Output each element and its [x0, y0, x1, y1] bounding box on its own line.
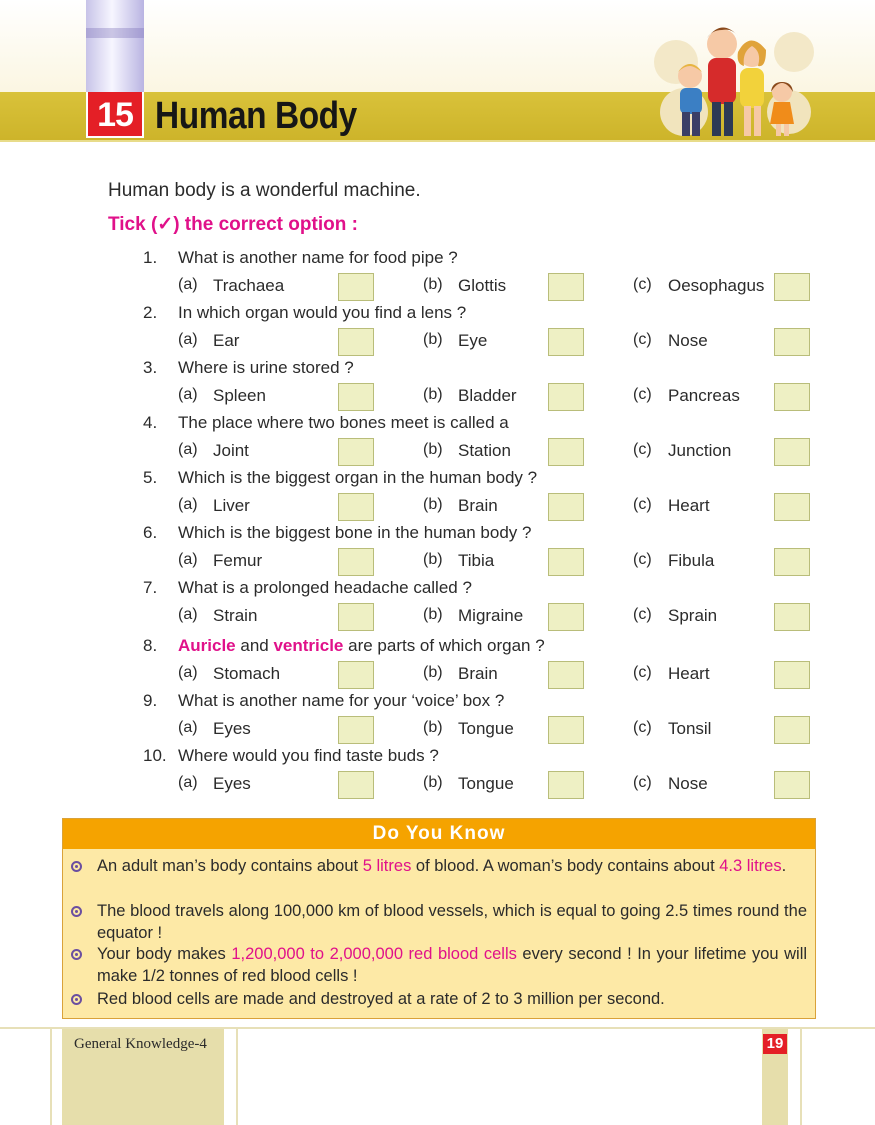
answer-checkbox[interactable] [774, 273, 810, 301]
fact-text: The blood travels along 100,000 km of blood vessels, which is equal to going 2.5 times round the equator ! [97, 902, 807, 942]
option-letter: (c) [633, 551, 652, 568]
option-label: Eye [458, 331, 488, 350]
question-number: 7. [143, 578, 158, 597]
option-letter: (b) [423, 386, 443, 403]
option-label: Migraine [458, 606, 524, 625]
option-label: Femur [213, 551, 263, 570]
question-item [0, 248, 875, 304]
option-letter: (c) [633, 606, 652, 623]
answer-checkbox[interactable] [338, 493, 374, 521]
answer-checkbox[interactable] [338, 548, 374, 576]
option-letter: (b) [423, 496, 443, 513]
question-number: 3. [143, 358, 158, 377]
option-letter: (a) [178, 606, 198, 623]
question-number: 2. [143, 303, 158, 322]
question-number: 8. [143, 636, 158, 655]
answer-checkbox[interactable] [548, 383, 584, 411]
answer-checkbox[interactable] [338, 438, 374, 466]
question-item [0, 468, 875, 524]
answer-checkbox[interactable] [338, 383, 374, 411]
answer-checkbox[interactable] [548, 328, 584, 356]
question-number: 10. [143, 746, 167, 765]
option-letter: (c) [633, 441, 652, 458]
answer-checkbox[interactable] [774, 328, 810, 356]
question-text: Which is the biggest bone in the human body ? [178, 523, 532, 542]
option-label: Junction [668, 441, 732, 460]
question-item [0, 636, 875, 692]
answer-checkbox[interactable] [774, 603, 810, 631]
answer-checkbox[interactable] [338, 273, 374, 301]
chapter-title: Human Body [155, 95, 357, 137]
question-number: 9. [143, 691, 158, 710]
option-letter: (b) [423, 774, 443, 791]
question-text: The place where two bones meet is called a [178, 413, 509, 432]
title-band-divider [0, 140, 875, 142]
answer-checkbox[interactable] [774, 438, 810, 466]
option-letter: (b) [423, 551, 443, 568]
option-label: Eyes [213, 719, 251, 738]
question-text: Which is the biggest organ in the human body ? [178, 468, 538, 487]
option-label: Bladder [458, 386, 517, 405]
option-letter: (b) [423, 719, 443, 736]
option-label: Joint [213, 441, 249, 460]
question-item [0, 578, 875, 634]
option-label: Brain [458, 664, 498, 683]
option-letter: (c) [633, 331, 652, 348]
question-text: Auricle and ventricle are parts of which organ ? [178, 636, 545, 655]
option-label: Fibula [668, 551, 715, 570]
chapter-tab-shadow [86, 28, 144, 38]
answer-checkbox[interactable] [338, 771, 374, 799]
footer-rule [800, 1029, 802, 1125]
question-text: Where would you find taste buds ? [178, 746, 439, 765]
option-letter: (a) [178, 496, 198, 513]
answer-checkbox[interactable] [774, 716, 810, 744]
question-text: Where is urine stored ? [178, 358, 354, 377]
option-letter: (a) [178, 719, 198, 736]
bullet-icon [71, 949, 82, 960]
question-text: What is a prolonged headache called ? [178, 578, 472, 597]
option-label: Spleen [213, 386, 266, 405]
option-letter: (b) [423, 664, 443, 681]
option-letter: (b) [423, 441, 443, 458]
question-number: 4. [143, 413, 158, 432]
option-label: Glottis [458, 276, 507, 295]
bullet-icon [71, 994, 82, 1005]
option-label: Tongue [458, 719, 514, 738]
option-letter: (a) [178, 386, 198, 403]
option-label: Ear [213, 331, 240, 350]
answer-checkbox[interactable] [548, 438, 584, 466]
option-label: Tonsil [668, 719, 712, 738]
option-label: Eyes [213, 774, 251, 793]
question-text: What is another name for food pipe ? [178, 248, 458, 267]
option-label: Stomach [213, 664, 281, 683]
option-letter: (a) [178, 774, 198, 791]
answer-checkbox[interactable] [548, 603, 584, 631]
fact-text: Your body makes 1,200,000 to 2,000,000 red blood cells every second ! In your lifetime you will make 1/2 tonnes of red blood cells ! [97, 945, 808, 985]
family-illustration [654, 12, 814, 140]
bullet-icon [71, 861, 82, 872]
answer-checkbox[interactable] [774, 661, 810, 689]
chapter-number: 15 [86, 92, 144, 138]
answer-checkbox[interactable] [338, 661, 374, 689]
option-letter: (a) [178, 551, 198, 568]
option-label: Brain [458, 496, 498, 515]
option-letter: (c) [633, 774, 652, 791]
answer-checkbox[interactable] [338, 603, 374, 631]
intro-text: Human body is a wonderful machine. [108, 180, 421, 201]
fact-text: An adult man’s body contains about 5 litres of blood. A woman’s body contains about 4.3 litres. [97, 857, 787, 875]
option-letter: (b) [423, 276, 443, 293]
option-label: Sprain [668, 606, 718, 625]
option-label: Tongue [458, 774, 514, 793]
answer-checkbox[interactable] [338, 716, 374, 744]
answer-checkbox[interactable] [338, 328, 374, 356]
answer-checkbox[interactable] [548, 716, 584, 744]
option-letter: (a) [178, 664, 198, 681]
question-number: 1. [143, 248, 158, 267]
question-item [0, 691, 875, 747]
option-label: Nose [668, 331, 708, 350]
option-letter: (a) [178, 441, 198, 458]
book-name: General Knowledge-4 [74, 1036, 207, 1052]
answer-checkbox[interactable] [774, 548, 810, 576]
option-label: Station [458, 441, 511, 460]
option-label: Liver [213, 496, 250, 515]
question-number: 5. [143, 468, 158, 487]
answer-checkbox[interactable] [774, 383, 810, 411]
chapter-tab [86, 0, 144, 96]
option-label: Strain [213, 606, 258, 625]
option-letter: (c) [633, 719, 652, 736]
answer-checkbox[interactable] [548, 273, 584, 301]
page-number: 19 [763, 1034, 787, 1054]
question-item [0, 358, 875, 414]
option-label: Heart [668, 496, 710, 515]
answer-checkbox[interactable] [774, 493, 810, 521]
question-item [0, 523, 875, 579]
option-label: Tibia [458, 551, 495, 570]
option-letter: (c) [633, 386, 652, 403]
answer-checkbox[interactable] [548, 771, 584, 799]
question-item [0, 413, 875, 469]
fact-text: Red blood cells are made and destroyed at a rate of 2 to 3 million per second. [97, 990, 665, 1008]
question-item [0, 303, 875, 359]
answer-checkbox[interactable] [548, 493, 584, 521]
question-item [0, 746, 875, 802]
question-text: In which organ would you find a lens ? [178, 303, 467, 322]
option-letter: (a) [178, 276, 198, 293]
option-label: Pancreas [668, 386, 740, 405]
answer-checkbox[interactable] [548, 548, 584, 576]
option-letter: (b) [423, 331, 443, 348]
option-letter: (c) [633, 496, 652, 513]
option-label: Nose [668, 774, 708, 793]
option-letter: (c) [633, 664, 652, 681]
bullet-icon [71, 906, 82, 917]
footer-rule [236, 1029, 238, 1125]
question-number: 6. [143, 523, 158, 542]
footer-rule [50, 1029, 52, 1125]
question-text: What is another name for your ‘voice’ box ? [178, 691, 505, 710]
option-letter: (b) [423, 606, 443, 623]
answer-checkbox[interactable] [548, 661, 584, 689]
answer-checkbox[interactable] [774, 771, 810, 799]
option-letter: (a) [178, 331, 198, 348]
option-label: Trachaea [213, 276, 285, 295]
option-letter: (c) [633, 276, 652, 293]
option-label: Oesophagus [668, 276, 765, 295]
do-you-know-title: Do You Know [63, 819, 815, 849]
do-you-know-box [62, 818, 816, 1019]
option-label: Heart [668, 664, 710, 683]
instruction-heading: Tick (✓) the correct option : [108, 214, 358, 235]
